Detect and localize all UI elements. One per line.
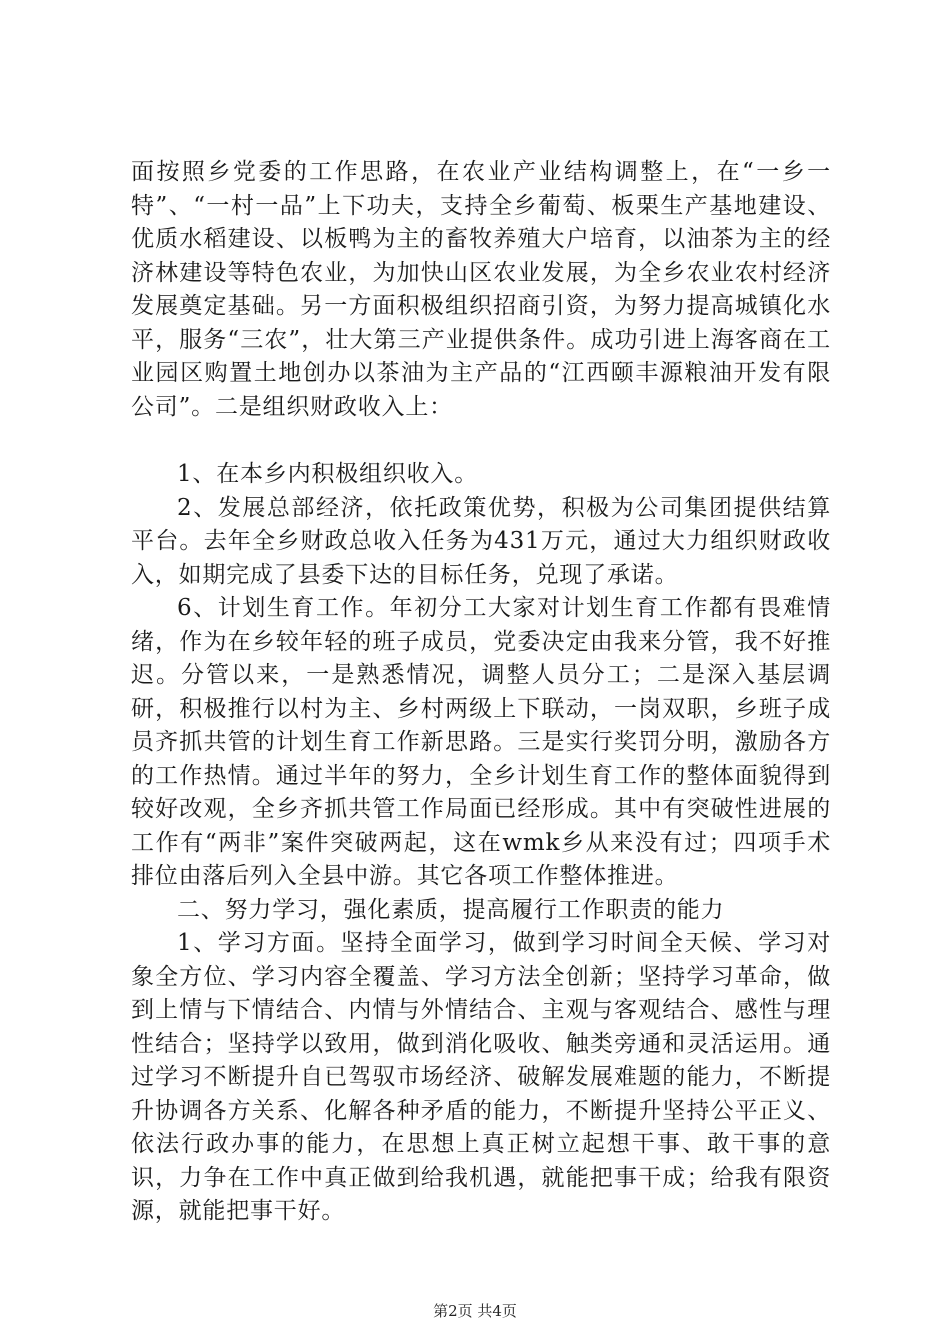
document-body (131, 156, 831, 1229)
paragraph-item-2-headquarters-economy: 2、发展总部经济，依托政策优势，积极为公司集团提供结算平台。去年全乡财政总收入任务为431万元，通过大力组织财政收入，如期完成了县委下达的目标任务，兑现了承诺。 (131, 494, 831, 588)
paragraph-item-1-revenue: 1、在本乡内积极组织收入。 (177, 461, 479, 487)
paragraph-agriculture: 面按照乡党委的工作思路，在农业产业结构调整上，在“一乡一特”、“一村一品”上下功夫，支持全乡葡萄、板栗生产基地建设、优质水稻建设、以板鸭为主的畜牧养殖大户培育，以油茶为主的经济林建设等特色农业，为加快山区农业发展，为全乡农业农村经济发展奠定基础。另一方面积极组织招商引资，为努力提高城镇化水平，服务“三农”，壮大第三产业提供条件。成功引进上海客商在工业园区购置土地创办以茶油为主产品的“江西颐丰源粮油开发有限公司”。二是组织财政收入上： (131, 159, 831, 420)
section-heading-study: 二、努力学习，强化素质，提高履行工作职责的能力 (177, 896, 725, 923)
page-number-footer: 第2页 共4页 (433, 1302, 517, 1320)
paragraph-item-6-family-planning: 6、计划生育工作。年初分工大家对计划生育工作都有畏难情绪，作为在乡较年轻的班子成员，党委决定由我来分管，我不好推迟。分管以来，一是熟悉情况，调整人员分工；二是深入基层调研，积极推行以村为主、乡村两级上下联动，一岗双职，乡班子成员齐抓共管的计划生育工作新思路。三是实行奖罚分明，激励各方的工作热情。通过半年的努力，全乡计划生育工作的整体面貌得到较好改观，全乡齐抓共管工作局面已经形成。其中有突破性进展的工作有“两非”案件突破两起，这在wmk乡从来没有过；四项手术排位由落后列入全县中游。其它各项工作整体推进。 (131, 595, 831, 889)
paragraph-item-1-study: 1、学习方面。坚持全面学习，做到学习时间全天候、学习对象全方位、学习内容全覆盖、学习方法全创新；坚持学习革命，做到上情与下情结合、内情与外情结合、主观与客观结合、感性与理性结合；坚持学以致用，做到消化吸收、触类旁通和灵活运用。通过学习不断提升自已驾驭市场经济、破解发展难题的能力，不断提升协调各方关系、化解各种矛盾的能力，不断提升坚持公平正义、依法行政办事的能力，在思想上真正树立起想干事、敢干事的意识，力争在工作中真正做到给我机遇，就能把事干成；给我有限资源，就能把事干好。 (131, 930, 831, 1224)
